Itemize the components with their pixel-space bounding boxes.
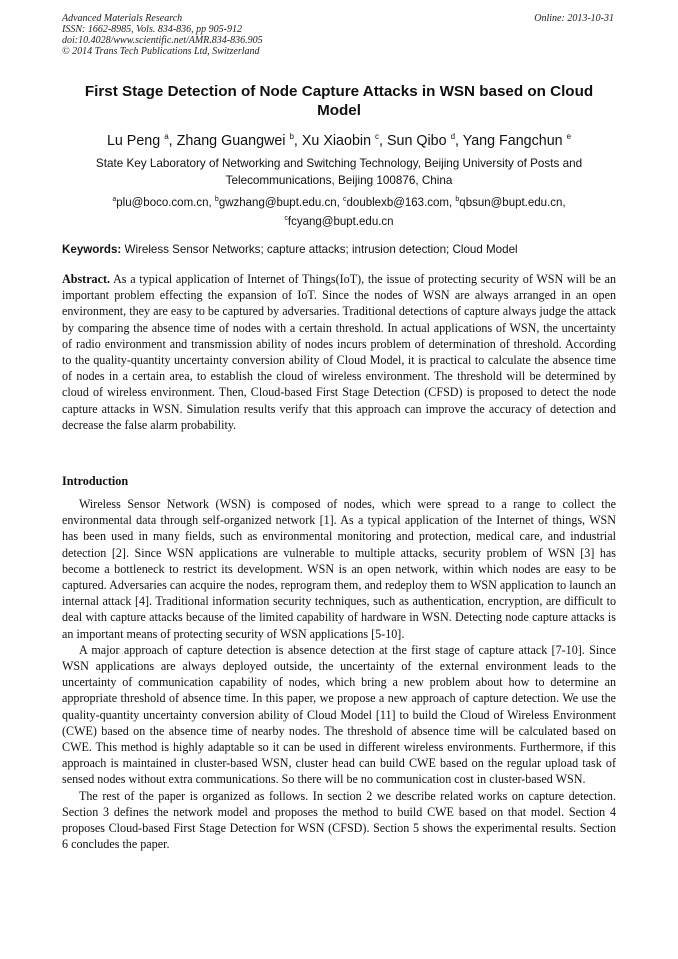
author-mark: a [164, 132, 169, 141]
email-mark: a [112, 196, 117, 203]
journal-header [62, 13, 422, 57]
author-name: Xu Xiaobin [301, 133, 372, 149]
email-address[interactable]: doublexb@163.com [346, 197, 449, 209]
email-list: $^a$plu@boco.com.cn, $^b$gwzhang@bupt.edu.cn, $^c$doublexb@163.com, $^b$qbsun@bupt.edu.cn, $^c$fcyang@bupt.edu.cn [112, 196, 566, 228]
email-mark: c [284, 215, 288, 222]
doi-line: doi:10.4028/www.scientific.net/AMR.834-836.905 [62, 35, 263, 46]
keywords-label: Keywords: [62, 243, 122, 256]
email-address[interactable]: fcyang@bupt.edu.cn [287, 216, 394, 228]
online-date: Online: 2013-10-31 [534, 13, 614, 24]
section-heading: Introduction [62, 474, 129, 488]
abstract [62, 271, 616, 433]
affiliation: State Key Laboratory of Networking and Switching Technology, Beijing University of Posts and Telecommunications, Beijing 100876, China [95, 157, 583, 187]
email-address[interactable]: plu@boco.com.cn [116, 197, 209, 209]
copyright-line: © 2014 Trans Tech Publications Ltd, Switzerland [62, 46, 260, 57]
intro-paragraph: Wireless Sensor Network (WSN) is composed of nodes, which were spread to a range to collect the environmental data through self-organized network [1]. As a typical application of the Internet of things, WSN has been used in many fields, such as environmental monitoring and protection, medical care, and industrial detection [2]. Since WSN applications are vulnerable to multiple attacks, security problem of WSN [3] has become a bottleneck to restrict its development. WSN is an open network, within which nodes are easy to be captured. Adversaries can acquire the nodes, reprogram them, and redeploy them to WSN application to launch an internal attack [4]. Traditional information security techniques, such as authentication, encryption, are difficult to deal with capture attacks because of the limited capability of hardware in WSN. Detecting node capture attacks is an important means of protecting security of WSN applications [5-10]. [62, 497, 616, 641]
abstract-label: Abstract. [62, 272, 111, 286]
email-mark: b [455, 196, 460, 203]
introduction-body [62, 496, 616, 852]
author-name: Yang Fangchun [462, 133, 563, 149]
author-mark: c [375, 132, 380, 141]
keywords [62, 242, 616, 257]
author-name: Lu Peng [106, 133, 161, 149]
author-mark: b [289, 132, 294, 141]
author-name: Sun Qibo [386, 133, 447, 149]
keywords-text: Wireless Sensor Networks; capture attacks; intrusion detection; Cloud Model [124, 243, 518, 256]
author-list: Lu Peng $^a$, Zhang Guangwei $^b$, Xu Xiaobin $^c$, Sun Qibo $^d$, Yang Fangchun $^e$ [106, 132, 572, 149]
author-name: Zhang Guangwei [176, 133, 286, 149]
intro-paragraph: The rest of the paper is organized as follows. In section 2 we describe related works on capture detection. Section 3 defines the network model and proposes the method to build CWE based on that model. Section 4 proposes Cloud-based First Stage Detection for WSN (CFSD). Section 5 shows the experimental results. Section 6 concludes the paper. [62, 788, 616, 852]
intro-paragraph: A major approach of capture detection is absence detection at the first stage of capture attack [7-10]. Since WSN applications are always deployed outside, the uncertainty of the external environment leads to the uncertainty of communication capability of nodes, which bring a new problem about how to determine an appropriate threshold of absence time. In this paper, we propose a new approach of capture detection. We use the quality-quantity uncertainty conversion ability of Cloud Model [11] to build the Cloud of Wireless Environment (CWE) based on the absence time of nearby nodes. The threshold of absence time will be calculated based on CWE. This method is highly adaptable so it can be used in different wireless environments. Furthermore, if this approach is maintained in cluster-based WSN, cluster head can build CWE based on the regular upload task of sensed nodes without extra communications. So there will be no communication cost in cluster-based WSN. [62, 642, 616, 787]
issn-line: ISSN: 1662-8985, Vols. 834-836, pp 905-912 [62, 24, 242, 35]
email-address[interactable]: gwzhang@bupt.edu.cn [218, 197, 337, 209]
author-mark: d [450, 132, 456, 141]
email-mark: c [343, 196, 347, 203]
email-mark: b [214, 196, 219, 203]
abstract-text: As a typical application of Internet of Things(IoT), the issue of protecting security of WSN will be an important problem effecting the expansion of IoT. Since the nodes of WSN are always arranged in an open environment, they are easy to be captured by adversaries. Traditional detections of capture always judge the attack by comparing the absence time of nodes with a certain threshold. In actual applications of WSN, the uncertainty of radio environment and transmission ability of nodes incurs problem of determination of threshold. According to the quality-quantity uncertainty conversion ability of Cloud Model, it is practical to calculate the absence time of nodes in a certain area, to establish the cloud of wireless environment. The threshold will be determined by cloud of wireless environment. Then, Cloud-based First Stage Detection (CFSD) is proposed to detect the node capture attacks in WSN. Simulation results verify that this approach can improve the accuracy of detection and decrease the false alarm probability. [62, 272, 616, 432]
journal-name: Advanced Materials Research [62, 13, 183, 24]
email-address[interactable]: qbsun@bupt.edu.cn [459, 197, 563, 209]
paper-title: First Stage Detection of Node Capture Attacks in WSN based on Cloud Model [84, 83, 594, 119]
author-mark: e [566, 132, 572, 141]
